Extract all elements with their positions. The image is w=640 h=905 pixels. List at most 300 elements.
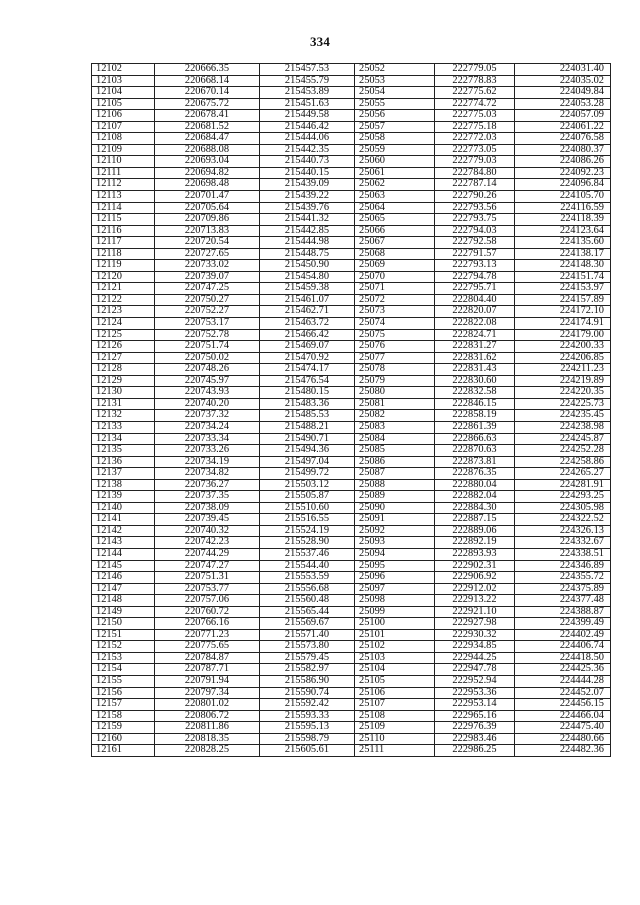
- table-row: [92, 641, 611, 653]
- point-number-a-cell: 12115: [92, 214, 155, 226]
- y-coordinate-a-cell: 215441.32: [260, 214, 355, 226]
- x-coordinate-a-cell: 220698.48: [155, 179, 260, 191]
- x-coordinate-b-cell: 222887.15: [435, 514, 515, 526]
- x-coordinate-a-cell: 220744.29: [155, 548, 260, 560]
- y-coordinate-b-cell: 224406.74: [515, 641, 611, 653]
- point-number-a-cell: 12144: [92, 548, 155, 560]
- table-row: [92, 98, 611, 110]
- x-coordinate-a-cell: 220733.34: [155, 433, 260, 445]
- point-number-b-cell: 25111: [355, 745, 435, 757]
- point-number-b-cell: 25087: [355, 468, 435, 480]
- x-coordinate-a-cell: 220668.14: [155, 75, 260, 87]
- x-coordinate-b-cell: 222876.35: [435, 468, 515, 480]
- coordinates-table: [91, 63, 611, 757]
- point-number-b-cell: 25066: [355, 225, 435, 237]
- point-number-b-cell: 25110: [355, 733, 435, 745]
- y-coordinate-a-cell: 215483.36: [260, 398, 355, 410]
- y-coordinate-b-cell: 224322.52: [515, 514, 611, 526]
- point-number-b-cell: 25098: [355, 595, 435, 607]
- x-coordinate-a-cell: 220666.35: [155, 64, 260, 76]
- y-coordinate-a-cell: 215528.90: [260, 537, 355, 549]
- x-coordinate-a-cell: 220701.47: [155, 191, 260, 203]
- table-row: [92, 629, 611, 641]
- table-row: [92, 525, 611, 537]
- table-row: [92, 110, 611, 122]
- point-number-b-cell: 25088: [355, 479, 435, 491]
- y-coordinate-a-cell: 215440.15: [260, 167, 355, 179]
- table-row: [92, 421, 611, 433]
- x-coordinate-a-cell: 220738.09: [155, 502, 260, 514]
- y-coordinate-b-cell: 224388.87: [515, 606, 611, 618]
- point-number-a-cell: 12139: [92, 491, 155, 503]
- x-coordinate-a-cell: 220757.06: [155, 595, 260, 607]
- y-coordinate-b-cell: 224466.04: [515, 710, 611, 722]
- point-number-b-cell: 25061: [355, 167, 435, 179]
- x-coordinate-b-cell: 222870.63: [435, 445, 515, 457]
- table-row: [92, 491, 611, 503]
- table-row: [92, 652, 611, 664]
- x-coordinate-b-cell: 222873.81: [435, 456, 515, 468]
- point-number-b-cell: 25092: [355, 525, 435, 537]
- y-coordinate-a-cell: 215556.68: [260, 583, 355, 595]
- point-number-b-cell: 25076: [355, 341, 435, 353]
- table-row: [92, 479, 611, 491]
- point-number-b-cell: 25101: [355, 629, 435, 641]
- y-coordinate-b-cell: 224281.91: [515, 479, 611, 491]
- point-number-b-cell: 25057: [355, 121, 435, 133]
- x-coordinate-a-cell: 220740.20: [155, 398, 260, 410]
- y-coordinate-a-cell: 215450.90: [260, 260, 355, 272]
- x-coordinate-b-cell: 222892.19: [435, 537, 515, 549]
- y-coordinate-b-cell: 224444.28: [515, 675, 611, 687]
- point-number-b-cell: 25080: [355, 387, 435, 399]
- x-coordinate-b-cell: 222791.57: [435, 248, 515, 260]
- point-number-b-cell: 25084: [355, 433, 435, 445]
- table-row: [92, 202, 611, 214]
- x-coordinate-b-cell: 222976.39: [435, 722, 515, 734]
- table-row: [92, 618, 611, 630]
- y-coordinate-a-cell: 215569.67: [260, 618, 355, 630]
- point-number-b-cell: 25072: [355, 294, 435, 306]
- y-coordinate-b-cell: 224452.07: [515, 687, 611, 699]
- y-coordinate-a-cell: 215469.07: [260, 341, 355, 353]
- table-row: [92, 133, 611, 145]
- y-coordinate-b-cell: 224116.59: [515, 202, 611, 214]
- x-coordinate-a-cell: 220739.45: [155, 514, 260, 526]
- y-coordinate-b-cell: 224172.10: [515, 306, 611, 318]
- point-number-b-cell: 25082: [355, 410, 435, 422]
- x-coordinate-a-cell: 220747.25: [155, 283, 260, 295]
- point-number-b-cell: 25100: [355, 618, 435, 630]
- table-row: [92, 514, 611, 526]
- x-coordinate-b-cell: 222793.75: [435, 214, 515, 226]
- table-row: [92, 341, 611, 353]
- point-number-a-cell: 12148: [92, 595, 155, 607]
- y-coordinate-a-cell: 215455.79: [260, 75, 355, 87]
- x-coordinate-b-cell: 222952.94: [435, 675, 515, 687]
- x-coordinate-a-cell: 220750.02: [155, 352, 260, 364]
- y-coordinate-a-cell: 215454.80: [260, 271, 355, 283]
- table-row: [92, 433, 611, 445]
- point-number-a-cell: 12160: [92, 733, 155, 745]
- point-number-b-cell: 25103: [355, 652, 435, 664]
- y-coordinate-a-cell: 215598.79: [260, 733, 355, 745]
- point-number-a-cell: 12158: [92, 710, 155, 722]
- y-coordinate-b-cell: 224326.13: [515, 525, 611, 537]
- x-coordinate-a-cell: 220737.32: [155, 410, 260, 422]
- y-coordinate-b-cell: 224053.28: [515, 98, 611, 110]
- y-coordinate-a-cell: 215444.98: [260, 237, 355, 249]
- table-row: [92, 121, 611, 133]
- x-coordinate-b-cell: 222779.03: [435, 156, 515, 168]
- y-coordinate-a-cell: 215453.89: [260, 87, 355, 99]
- x-coordinate-a-cell: 220747.27: [155, 560, 260, 572]
- y-coordinate-a-cell: 215462.71: [260, 306, 355, 318]
- y-coordinate-a-cell: 215592.42: [260, 699, 355, 711]
- y-coordinate-a-cell: 215524.19: [260, 525, 355, 537]
- y-coordinate-a-cell: 215544.40: [260, 560, 355, 572]
- x-coordinate-b-cell: 222822.08: [435, 318, 515, 330]
- y-coordinate-a-cell: 215440.73: [260, 156, 355, 168]
- table-row: [92, 64, 611, 76]
- x-coordinate-b-cell: 222775.03: [435, 110, 515, 122]
- point-number-b-cell: 25089: [355, 491, 435, 503]
- x-coordinate-b-cell: 222889.06: [435, 525, 515, 537]
- x-coordinate-a-cell: 220727.65: [155, 248, 260, 260]
- point-number-a-cell: 12109: [92, 144, 155, 156]
- x-coordinate-b-cell: 222775.18: [435, 121, 515, 133]
- point-number-a-cell: 12145: [92, 560, 155, 572]
- table-row: [92, 248, 611, 260]
- x-coordinate-a-cell: 220740.32: [155, 525, 260, 537]
- point-number-a-cell: 12131: [92, 398, 155, 410]
- y-coordinate-b-cell: 224105.70: [515, 191, 611, 203]
- table-row: [92, 225, 611, 237]
- table-row: [92, 664, 611, 676]
- point-number-b-cell: 25090: [355, 502, 435, 514]
- table-row: [92, 456, 611, 468]
- point-number-a-cell: 12133: [92, 421, 155, 433]
- table-row: [92, 468, 611, 480]
- y-coordinate-b-cell: 224031.40: [515, 64, 611, 76]
- y-coordinate-b-cell: 224206.85: [515, 352, 611, 364]
- x-coordinate-b-cell: 222858.19: [435, 410, 515, 422]
- y-coordinate-b-cell: 224399.49: [515, 618, 611, 630]
- y-coordinate-a-cell: 215442.35: [260, 144, 355, 156]
- x-coordinate-b-cell: 222793.13: [435, 260, 515, 272]
- x-coordinate-b-cell: 222921.10: [435, 606, 515, 618]
- point-number-a-cell: 12127: [92, 352, 155, 364]
- y-coordinate-b-cell: 224293.25: [515, 491, 611, 503]
- y-coordinate-b-cell: 224480.66: [515, 733, 611, 745]
- x-coordinate-b-cell: 222832.58: [435, 387, 515, 399]
- point-number-b-cell: 25069: [355, 260, 435, 272]
- point-number-b-cell: 25071: [355, 283, 435, 295]
- point-number-a-cell: 12104: [92, 87, 155, 99]
- y-coordinate-b-cell: 224238.98: [515, 421, 611, 433]
- point-number-a-cell: 12129: [92, 375, 155, 387]
- point-number-b-cell: 25102: [355, 641, 435, 653]
- y-coordinate-b-cell: 224375.89: [515, 583, 611, 595]
- y-coordinate-b-cell: 224482.36: [515, 745, 611, 757]
- y-coordinate-b-cell: 224157.89: [515, 294, 611, 306]
- coordinates-table-body: [92, 64, 611, 757]
- x-coordinate-b-cell: 222820.07: [435, 306, 515, 318]
- x-coordinate-a-cell: 220733.26: [155, 445, 260, 457]
- point-number-b-cell: 25053: [355, 75, 435, 87]
- table-row: [92, 699, 611, 711]
- x-coordinate-b-cell: 222947.78: [435, 664, 515, 676]
- point-number-b-cell: 25058: [355, 133, 435, 145]
- x-coordinate-b-cell: 222773.05: [435, 144, 515, 156]
- y-coordinate-b-cell: 224355.72: [515, 572, 611, 584]
- point-number-b-cell: 25091: [355, 514, 435, 526]
- point-number-b-cell: 25107: [355, 699, 435, 711]
- table-row: [92, 572, 611, 584]
- y-coordinate-b-cell: 224418.50: [515, 652, 611, 664]
- y-coordinate-a-cell: 215573.80: [260, 641, 355, 653]
- y-coordinate-a-cell: 215444.06: [260, 133, 355, 145]
- point-number-a-cell: 12161: [92, 745, 155, 757]
- table-row: [92, 352, 611, 364]
- point-number-b-cell: 25104: [355, 664, 435, 676]
- x-coordinate-a-cell: 220753.17: [155, 318, 260, 330]
- x-coordinate-b-cell: 222831.27: [435, 341, 515, 353]
- x-coordinate-a-cell: 220752.78: [155, 329, 260, 341]
- x-coordinate-a-cell: 220742.23: [155, 537, 260, 549]
- x-coordinate-b-cell: 222953.14: [435, 699, 515, 711]
- table-row: [92, 294, 611, 306]
- x-coordinate-b-cell: 222804.40: [435, 294, 515, 306]
- y-coordinate-a-cell: 215565.44: [260, 606, 355, 618]
- point-number-a-cell: 12108: [92, 133, 155, 145]
- y-coordinate-b-cell: 224252.28: [515, 445, 611, 457]
- point-number-a-cell: 12132: [92, 410, 155, 422]
- point-number-b-cell: 25068: [355, 248, 435, 260]
- y-coordinate-a-cell: 215490.71: [260, 433, 355, 445]
- point-number-a-cell: 12118: [92, 248, 155, 260]
- y-coordinate-a-cell: 215488.21: [260, 421, 355, 433]
- x-coordinate-b-cell: 222772.03: [435, 133, 515, 145]
- y-coordinate-b-cell: 224174.91: [515, 318, 611, 330]
- x-coordinate-a-cell: 220733.02: [155, 260, 260, 272]
- table-row: [92, 722, 611, 734]
- point-number-a-cell: 12128: [92, 364, 155, 376]
- point-number-b-cell: 25085: [355, 445, 435, 457]
- point-number-a-cell: 12124: [92, 318, 155, 330]
- x-coordinate-a-cell: 220681.52: [155, 121, 260, 133]
- point-number-a-cell: 12142: [92, 525, 155, 537]
- point-number-a-cell: 12125: [92, 329, 155, 341]
- y-coordinate-b-cell: 224377.48: [515, 595, 611, 607]
- point-number-a-cell: 12153: [92, 652, 155, 664]
- y-coordinate-a-cell: 215446.42: [260, 121, 355, 133]
- table-row: [92, 606, 611, 618]
- point-number-a-cell: 12135: [92, 445, 155, 457]
- y-coordinate-a-cell: 215505.87: [260, 491, 355, 503]
- point-number-b-cell: 25073: [355, 306, 435, 318]
- x-coordinate-a-cell: 220748.26: [155, 364, 260, 376]
- y-coordinate-b-cell: 224086.26: [515, 156, 611, 168]
- table-row: [92, 710, 611, 722]
- y-coordinate-a-cell: 215582.97: [260, 664, 355, 676]
- y-coordinate-b-cell: 224305.98: [515, 502, 611, 514]
- y-coordinate-b-cell: 224265.27: [515, 468, 611, 480]
- point-number-b-cell: 25081: [355, 398, 435, 410]
- y-coordinate-b-cell: 224092.23: [515, 167, 611, 179]
- x-coordinate-a-cell: 220818.35: [155, 733, 260, 745]
- point-number-b-cell: 25055: [355, 98, 435, 110]
- table-row: [92, 675, 611, 687]
- point-number-a-cell: 12107: [92, 121, 155, 133]
- point-number-b-cell: 25070: [355, 271, 435, 283]
- x-coordinate-a-cell: 220734.24: [155, 421, 260, 433]
- x-coordinate-a-cell: 220771.23: [155, 629, 260, 641]
- y-coordinate-b-cell: 224080.37: [515, 144, 611, 156]
- x-coordinate-b-cell: 222861.39: [435, 421, 515, 433]
- y-coordinate-a-cell: 215476.54: [260, 375, 355, 387]
- y-coordinate-a-cell: 215439.09: [260, 179, 355, 191]
- x-coordinate-b-cell: 222824.71: [435, 329, 515, 341]
- x-coordinate-b-cell: 222831.43: [435, 364, 515, 376]
- table-row: [92, 306, 611, 318]
- y-coordinate-a-cell: 215442.85: [260, 225, 355, 237]
- point-number-b-cell: 25086: [355, 456, 435, 468]
- point-number-b-cell: 25074: [355, 318, 435, 330]
- point-number-a-cell: 12136: [92, 456, 155, 468]
- y-coordinate-a-cell: 215474.17: [260, 364, 355, 376]
- point-number-b-cell: 25056: [355, 110, 435, 122]
- x-coordinate-b-cell: 222927.98: [435, 618, 515, 630]
- x-coordinate-a-cell: 220787.71: [155, 664, 260, 676]
- x-coordinate-a-cell: 220693.04: [155, 156, 260, 168]
- point-number-b-cell: 25067: [355, 237, 435, 249]
- table-row: [92, 75, 611, 87]
- table-row: [92, 733, 611, 745]
- x-coordinate-a-cell: 220752.27: [155, 306, 260, 318]
- table-row: [92, 260, 611, 272]
- x-coordinate-b-cell: 222830.60: [435, 375, 515, 387]
- x-coordinate-b-cell: 222795.71: [435, 283, 515, 295]
- y-coordinate-b-cell: 224148.30: [515, 260, 611, 272]
- table-row: [92, 583, 611, 595]
- y-coordinate-a-cell: 215439.76: [260, 202, 355, 214]
- x-coordinate-a-cell: 220720.54: [155, 237, 260, 249]
- table-row: [92, 364, 611, 376]
- y-coordinate-b-cell: 224049.84: [515, 87, 611, 99]
- y-coordinate-a-cell: 215571.40: [260, 629, 355, 641]
- table-row: [92, 502, 611, 514]
- y-coordinate-b-cell: 224135.60: [515, 237, 611, 249]
- y-coordinate-a-cell: 215537.46: [260, 548, 355, 560]
- y-coordinate-b-cell: 224338.51: [515, 548, 611, 560]
- x-coordinate-a-cell: 220688.08: [155, 144, 260, 156]
- table-row: [92, 560, 611, 572]
- x-coordinate-a-cell: 220705.64: [155, 202, 260, 214]
- y-coordinate-a-cell: 215449.58: [260, 110, 355, 122]
- point-number-a-cell: 12103: [92, 75, 155, 87]
- point-number-a-cell: 12140: [92, 502, 155, 514]
- point-number-a-cell: 12106: [92, 110, 155, 122]
- x-coordinate-a-cell: 220745.97: [155, 375, 260, 387]
- x-coordinate-b-cell: 222794.03: [435, 225, 515, 237]
- x-coordinate-b-cell: 222893.93: [435, 548, 515, 560]
- point-number-a-cell: 12141: [92, 514, 155, 526]
- point-number-b-cell: 25062: [355, 179, 435, 191]
- point-number-a-cell: 12123: [92, 306, 155, 318]
- y-coordinate-a-cell: 215463.72: [260, 318, 355, 330]
- point-number-a-cell: 12138: [92, 479, 155, 491]
- y-coordinate-a-cell: 215457.53: [260, 64, 355, 76]
- x-coordinate-b-cell: 222866.63: [435, 433, 515, 445]
- y-coordinate-b-cell: 224456.15: [515, 699, 611, 711]
- point-number-b-cell: 25105: [355, 675, 435, 687]
- y-coordinate-a-cell: 215553.59: [260, 572, 355, 584]
- x-coordinate-b-cell: 222792.58: [435, 237, 515, 249]
- table-row: [92, 398, 611, 410]
- x-coordinate-a-cell: 220734.19: [155, 456, 260, 468]
- point-number-a-cell: 12110: [92, 156, 155, 168]
- table-row: [92, 156, 611, 168]
- y-coordinate-a-cell: 215470.92: [260, 352, 355, 364]
- point-number-a-cell: 12114: [92, 202, 155, 214]
- x-coordinate-b-cell: 222884.30: [435, 502, 515, 514]
- point-number-b-cell: 25054: [355, 87, 435, 99]
- x-coordinate-a-cell: 220797.34: [155, 687, 260, 699]
- point-number-a-cell: 12113: [92, 191, 155, 203]
- point-number-b-cell: 25077: [355, 352, 435, 364]
- x-coordinate-a-cell: 220760.72: [155, 606, 260, 618]
- y-coordinate-b-cell: 224179.00: [515, 329, 611, 341]
- point-number-b-cell: 25060: [355, 156, 435, 168]
- page-number: 334: [309, 34, 331, 49]
- x-coordinate-b-cell: 222846.15: [435, 398, 515, 410]
- x-coordinate-b-cell: 222930.32: [435, 629, 515, 641]
- point-number-b-cell: 25063: [355, 191, 435, 203]
- point-number-a-cell: 12159: [92, 722, 155, 734]
- point-number-b-cell: 25097: [355, 583, 435, 595]
- x-coordinate-b-cell: 222831.62: [435, 352, 515, 364]
- table-row: [92, 283, 611, 295]
- y-coordinate-b-cell: 224138.17: [515, 248, 611, 260]
- point-number-b-cell: 25064: [355, 202, 435, 214]
- table-row: [92, 687, 611, 699]
- x-coordinate-a-cell: 220775.65: [155, 641, 260, 653]
- y-coordinate-b-cell: 224235.45: [515, 410, 611, 422]
- x-coordinate-b-cell: 222913.22: [435, 595, 515, 607]
- point-number-a-cell: 12155: [92, 675, 155, 687]
- y-coordinate-b-cell: 224118.39: [515, 214, 611, 226]
- table-row: [92, 387, 611, 399]
- x-coordinate-a-cell: 220709.86: [155, 214, 260, 226]
- y-coordinate-b-cell: 224057.09: [515, 110, 611, 122]
- point-number-a-cell: 12150: [92, 618, 155, 630]
- y-coordinate-b-cell: 224076.58: [515, 133, 611, 145]
- y-coordinate-b-cell: 224153.97: [515, 283, 611, 295]
- y-coordinate-a-cell: 215461.07: [260, 294, 355, 306]
- table-row: [92, 167, 611, 179]
- table-row: [92, 271, 611, 283]
- table-row: [92, 537, 611, 549]
- x-coordinate-a-cell: 220713.83: [155, 225, 260, 237]
- y-coordinate-b-cell: 224096.84: [515, 179, 611, 191]
- x-coordinate-a-cell: 220737.35: [155, 491, 260, 503]
- y-coordinate-b-cell: 224475.40: [515, 722, 611, 734]
- point-number-b-cell: 25108: [355, 710, 435, 722]
- y-coordinate-b-cell: 224245.87: [515, 433, 611, 445]
- point-number-a-cell: 12117: [92, 237, 155, 249]
- point-number-a-cell: 12122: [92, 294, 155, 306]
